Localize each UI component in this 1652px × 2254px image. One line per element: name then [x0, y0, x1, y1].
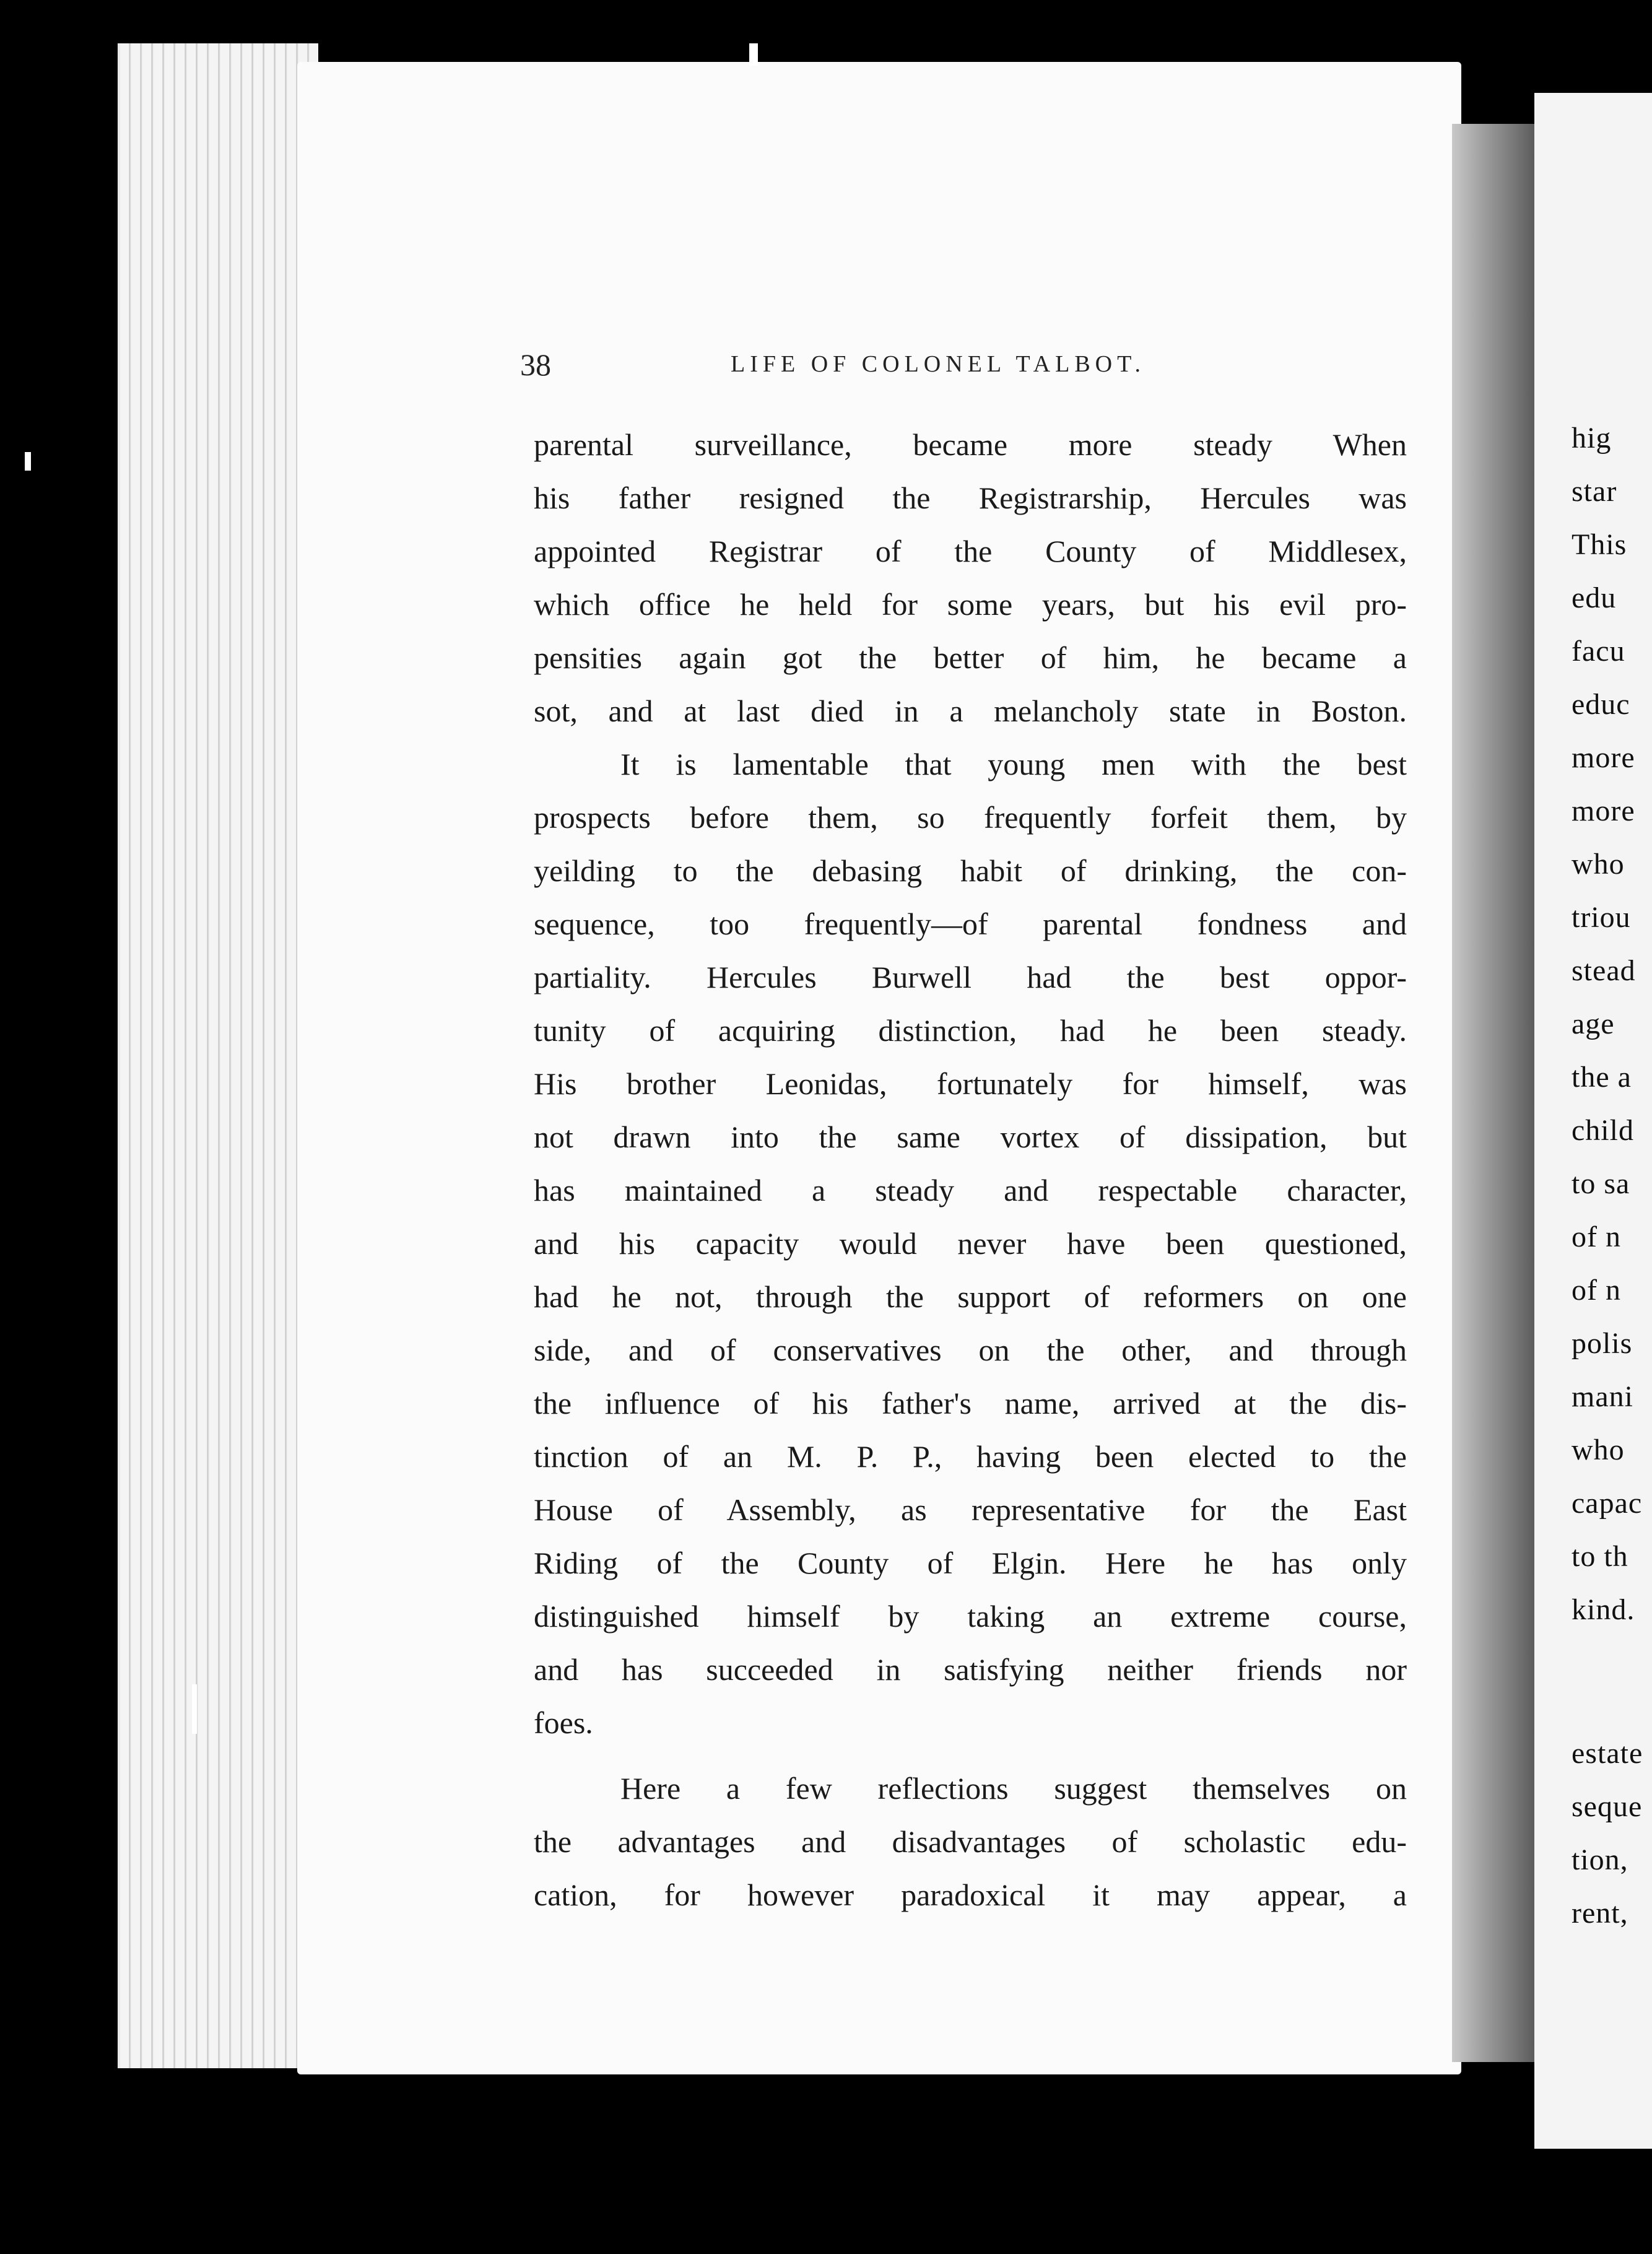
facing-page-fragment: of n — [1572, 1274, 1621, 1307]
facing-page-fragment: triou — [1572, 901, 1631, 934]
scan-speck — [749, 43, 758, 66]
facing-page-fragment: of n — [1572, 1221, 1621, 1253]
adjacent-page — [1534, 93, 1652, 2149]
text-line: distinguished himself by taking an extreme course, — [534, 1599, 1407, 1634]
book-gutter — [1452, 124, 1539, 2062]
facing-page-fragment: capac — [1572, 1487, 1643, 1520]
text-line: the advantages and disadvantages of scholastic edu- — [534, 1824, 1407, 1859]
text-line: prospects before them, so frequently forfeit them, by — [534, 800, 1407, 835]
text-line: cation, for however paradoxical it may appear, a — [534, 1878, 1407, 1912]
text-line: appointed Registrar of the County of Middlesex, — [534, 534, 1407, 568]
text-line: the influence of his father's name, arrived at the dis- — [534, 1386, 1407, 1421]
text-line: had he not, through the support of reformers on one — [534, 1279, 1407, 1314]
running-header — [520, 347, 1418, 390]
facing-page-fragment: who — [1572, 848, 1625, 881]
paragraph — [534, 738, 1407, 1749]
text-line: sequence, too frequently—of parental fondness and — [534, 907, 1407, 941]
text-line: his father resigned the Registrarship, Hercules was — [534, 481, 1407, 515]
facing-page-fragment: kind. — [1572, 1593, 1635, 1626]
text-line: and his capacity would never have been questioned, — [534, 1226, 1407, 1261]
page-edges — [118, 43, 318, 2068]
facing-page-fragment: hig — [1572, 422, 1612, 455]
facing-page-fragment: seque — [1572, 1790, 1643, 1823]
text-line: tinction of an M. P. P., having been elected to the — [534, 1439, 1407, 1474]
facing-page-fragment: mani — [1572, 1380, 1633, 1413]
facing-page-fragment: star — [1572, 475, 1617, 508]
scan-speck — [25, 452, 31, 471]
paragraph — [534, 418, 1407, 738]
text-line: Riding of the County of Elgin. Here he has only — [534, 1546, 1407, 1580]
facing-page-fragment: child — [1572, 1114, 1634, 1147]
text-line: It is lamentable that young men with the best — [620, 747, 1407, 781]
text-line: partiality. Hercules Burwell had the best oppor- — [534, 960, 1407, 994]
page-number: 38 — [520, 347, 551, 382]
text-line: yeilding to the debasing habit of drinking, the con- — [534, 853, 1407, 888]
text-line: parental surveillance, became more steady When — [534, 427, 1407, 462]
running-title: LIFE OF COLONEL TALBOT. — [731, 351, 1146, 377]
facing-page-fragment: stead — [1572, 954, 1636, 987]
facing-page-fragment: the a — [1572, 1061, 1632, 1094]
facing-page-fragment: edu — [1572, 581, 1617, 614]
facing-page-fragment: tion, — [1572, 1843, 1628, 1876]
text-line: His brother Leonidas, fortunately for himself, was — [534, 1066, 1407, 1101]
text-line: which office he held for some years, but his evil pro- — [534, 587, 1407, 622]
text-line: side, and of conservatives on the other, and through — [534, 1333, 1407, 1367]
text-line: tunity of acquiring distinction, had he been steady. — [534, 1013, 1407, 1048]
facing-page-fragment: to sa — [1572, 1167, 1630, 1200]
facing-page-fragment: estate — [1572, 1737, 1643, 1770]
page-body-text — [534, 418, 1407, 1921]
facing-page-fragment: more — [1572, 794, 1635, 827]
text-line: House of Assembly, as representative for the East — [534, 1492, 1407, 1527]
paragraph — [534, 1762, 1407, 1921]
facing-page-fragment: This — [1572, 528, 1627, 561]
facing-page-fragment: polis — [1572, 1327, 1633, 1360]
scan-speck — [192, 1684, 197, 1734]
text-line: and has succeeded in satisfying neither friends nor — [534, 1652, 1407, 1687]
facing-page-fragment: who — [1572, 1434, 1625, 1466]
text-line: sot, and at last died in a melancholy state in Boston. — [534, 694, 1407, 728]
facing-page-fragment: educ — [1572, 688, 1630, 721]
text-line: Here a few reflections suggest themselves on — [620, 1771, 1407, 1806]
text-line: pensities again got the better of him, he became a — [534, 640, 1407, 675]
facing-page-fragment: age — [1572, 1007, 1615, 1040]
facing-page-fragment: to th — [1572, 1540, 1628, 1573]
text-line: not drawn into the same vortex of dissipation, but — [534, 1120, 1407, 1154]
text-line: foes. — [534, 1705, 593, 1740]
facing-page-fragment: facu — [1572, 635, 1625, 668]
facing-page-fragment: more — [1572, 741, 1635, 774]
text-line: has maintained a steady and respectable character, — [534, 1173, 1407, 1208]
facing-page-fragment: rent, — [1572, 1897, 1628, 1930]
